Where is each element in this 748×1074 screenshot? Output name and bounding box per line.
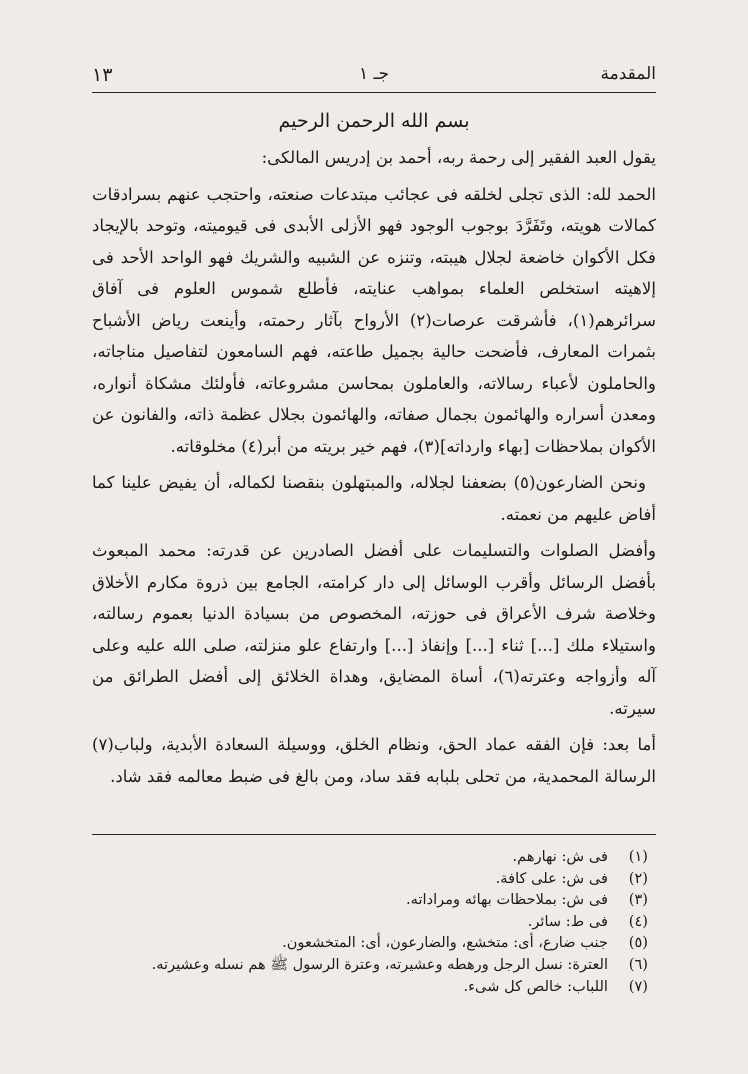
paragraph: ونحن الضارعون(٥) بضعفنا لجلاله، والمبتهلون بنقصنا لكماله، أن يفيض علينا كما أفاض عليهم من نعمته.: [92, 473, 656, 524]
running-header: [92, 62, 656, 90]
footnote: [92, 932, 648, 954]
footnote-rule: [92, 834, 656, 835]
footnote-text: فى ش: على كافة.: [495, 869, 608, 887]
page-number: ١٣: [92, 64, 113, 86]
footnote: [92, 889, 648, 911]
main-text: [92, 142, 656, 797]
footnote-text: فى ش: بملاحظات بهائه ومراداته.: [406, 891, 608, 909]
footnote-number: (٧): [628, 977, 648, 995]
paragraph: الحمد لله: الذى تجلى لخلقه فى عجائب مبتدعات صنعته، واحتجب عنهم بسرادقات كمالات هويته، وتَفَرَّدَ بوجوب الوجود فهو الأزلى الأبدى فى قيوميته، وتوحد بالإيجاد فكل الأكوان خاضعة لجلال هيبته، وتنزه عن الشبيه والشريك فهو الواحد الأحد فى إلاهيته استخلص العلماء بمواهب عنايته، فأطلع شموس العلوم فى آفاق سرائرهم(١)، فأشرقت عرصات(٢) الأرواح بآثار رحمته، وأينعت رياض الأشباح بثمرات المعارف، فأضحت حالية بجميل طاعته، فهم السامعون لتفاصيل مناجاته، والحاملون لأعباء رسالاته، والعاملون بمحاسن مشروعاته، فأولئك مشكاة أنواره، ومعدن أسراره والهائمون بجمال صفاته، والهائمون بجلال عظمة ذاته، والفانون عن الأكوان بملاحظات [بهاء وارداته](٣)، فهم خير بريته من أبر(٤) مخلوقاته.: [92, 184, 656, 456]
footnote-text: جنب ضارع، أى: متخشع، والضارعون، أى: المتخشعون.: [282, 934, 608, 952]
paragraph: وأفضل الصلوات والتسليمات على أفضل الصادرين عن قدرته: محمد المبعوث بأفضل الرسائل وأقرب الوسائل إلى دار كرامته، الجامع بين ذروة مكارم الأخلاق وخلاصة شرف الأعراق فى حوزته، المخصوص من بسيادة الدنيا بعموم رسالته، واستيلاء ملك [...] ثناء [...] وإنفاذ [...] وارتفاع علو منزلته، صلى الله عليه وعلى آله وأزواجه وعترته(٦)، أساة المضايق، وهداة الخلائق إلى أفضل الطرائق من سيرته.: [92, 541, 657, 718]
footnote-number: (٤): [628, 912, 648, 930]
footnote-number: (٦): [628, 955, 648, 973]
paragraph: يقول العبد الفقير إلى رحمة ربه، أحمد بن إدريس المالكى:: [261, 148, 656, 167]
footnote-text: فى ط: سائر.: [527, 912, 608, 930]
basmala: بسم الله الرحمن الرحيم: [278, 110, 470, 132]
footnote: [92, 846, 648, 868]
footnotes: [92, 846, 648, 997]
footnote: [92, 868, 648, 890]
footnote-text: العترة: نسل الرجل ورهطه وعشيرته، وعترة الرسول ﷺ هم نسله وعشيرته.: [151, 955, 608, 973]
footnote: [92, 976, 648, 998]
footnote-text: اللباب: خالص كل شىء.: [463, 977, 608, 995]
volume-label: جـ ١: [358, 64, 390, 84]
footnote: [92, 911, 648, 933]
footnote-number: (٥): [628, 934, 648, 952]
footnote-number: (٣): [628, 891, 648, 909]
footnote-number: (٢): [628, 869, 648, 887]
footnote: [92, 954, 648, 976]
footnote-number: (١): [628, 848, 648, 865]
footnote-text: فى ش: نهارهم.: [512, 848, 608, 865]
section-title: المقدمة: [600, 64, 656, 84]
header-rule: [92, 92, 656, 93]
paragraph: أما بعد: فإن الفقه عماد الحق، ونظام الخلق، ووسيلة السعادة الأبدية، ولباب(٧) الرسالة المحمدية، من تحلى بلبابه فقد ساد، ومن بالغ فى ضبط معالمه فقد شاد.: [92, 735, 656, 786]
